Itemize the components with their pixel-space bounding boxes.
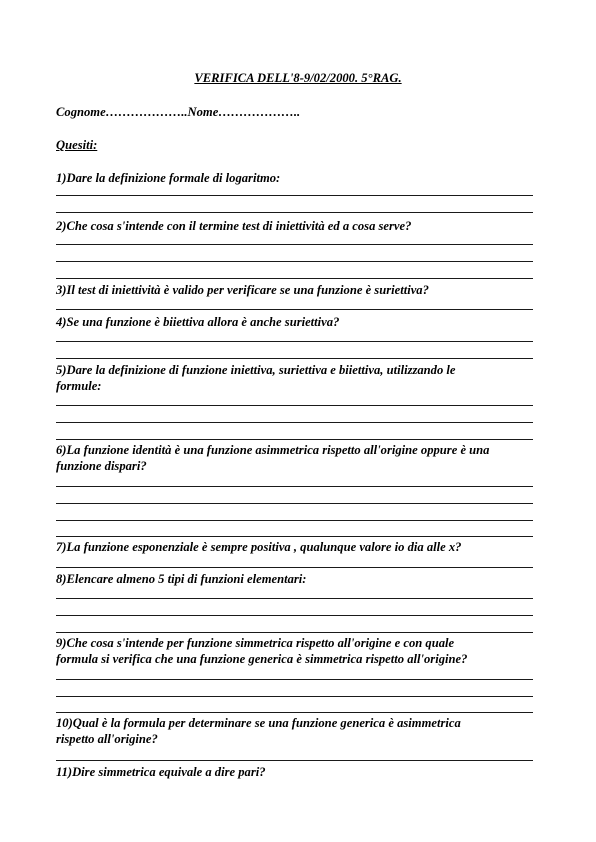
answer-line — [56, 503, 533, 504]
answer-line — [56, 696, 533, 697]
section-heading: Quesiti: — [56, 138, 98, 152]
answer-line — [56, 712, 533, 713]
answer-line — [56, 278, 533, 279]
answer-line — [56, 760, 533, 761]
answer-line — [56, 212, 533, 213]
question-7: 7)La funzione esponenziale è sempre positiva , qualunque valore io dia alle x? — [56, 540, 462, 554]
question-6-line-1: 6)La funzione identità è una funzione asimmetrica rispetto all'origine oppure è una — [56, 443, 490, 457]
answer-line — [56, 405, 533, 406]
answer-line — [56, 244, 533, 245]
page-title: VERIFICA DELL'8-9/02/2000. 5°RAG. — [194, 71, 402, 85]
answer-line — [56, 598, 533, 599]
answer-line — [56, 632, 533, 633]
answer-line — [56, 309, 533, 310]
question-11: 11)Dire simmetrica equivale a dire pari? — [56, 765, 266, 779]
question-2: 2)Che cosa s'intende con il termine test di iniettività ed a cosa serve? — [56, 219, 412, 233]
question-3: 3)Il test di iniettività è valido per verificare se una funzione è suriettiva? — [56, 283, 429, 297]
name-field-line: Cognome………………..Nome……………….. — [56, 105, 301, 119]
answer-line — [56, 358, 533, 359]
question-4: 4)Se una funzione è biiettiva allora è anche suriettiva? — [56, 315, 340, 329]
answer-line — [56, 536, 533, 537]
question-5-line-1: 5)Dare la definizione di funzione iniettiva, suriettiva e biiettiva, utilizzando le — [56, 363, 456, 377]
answer-line — [56, 486, 533, 487]
question-10-line-2: rispetto all'origine? — [56, 732, 158, 746]
question-9-line-2: formula si verifica che una funzione generica è simmetrica rispetto all'origine? — [56, 652, 468, 666]
answer-line — [56, 567, 533, 568]
answer-line — [56, 679, 533, 680]
answer-line — [56, 341, 533, 342]
question-10-line-1: 10)Qual è la formula per determinare se una funzione generica è asimmetrica — [56, 716, 461, 730]
answer-line — [56, 195, 533, 196]
question-9-line-1: 9)Che cosa s'intende per funzione simmetrica rispetto all'origine e con quale — [56, 636, 455, 650]
answer-line — [56, 615, 533, 616]
question-1: 1)Dare la definizione formale di logaritmo: — [56, 171, 281, 185]
answer-line — [56, 422, 533, 423]
answer-line — [56, 520, 533, 521]
question-5-line-2: formule: — [56, 379, 102, 393]
answer-line — [56, 439, 533, 440]
answer-line — [56, 261, 533, 262]
question-6-line-2: funzione dispari? — [56, 459, 147, 473]
question-8: 8)Elencare almeno 5 tipi di funzioni elementari: — [56, 572, 307, 586]
